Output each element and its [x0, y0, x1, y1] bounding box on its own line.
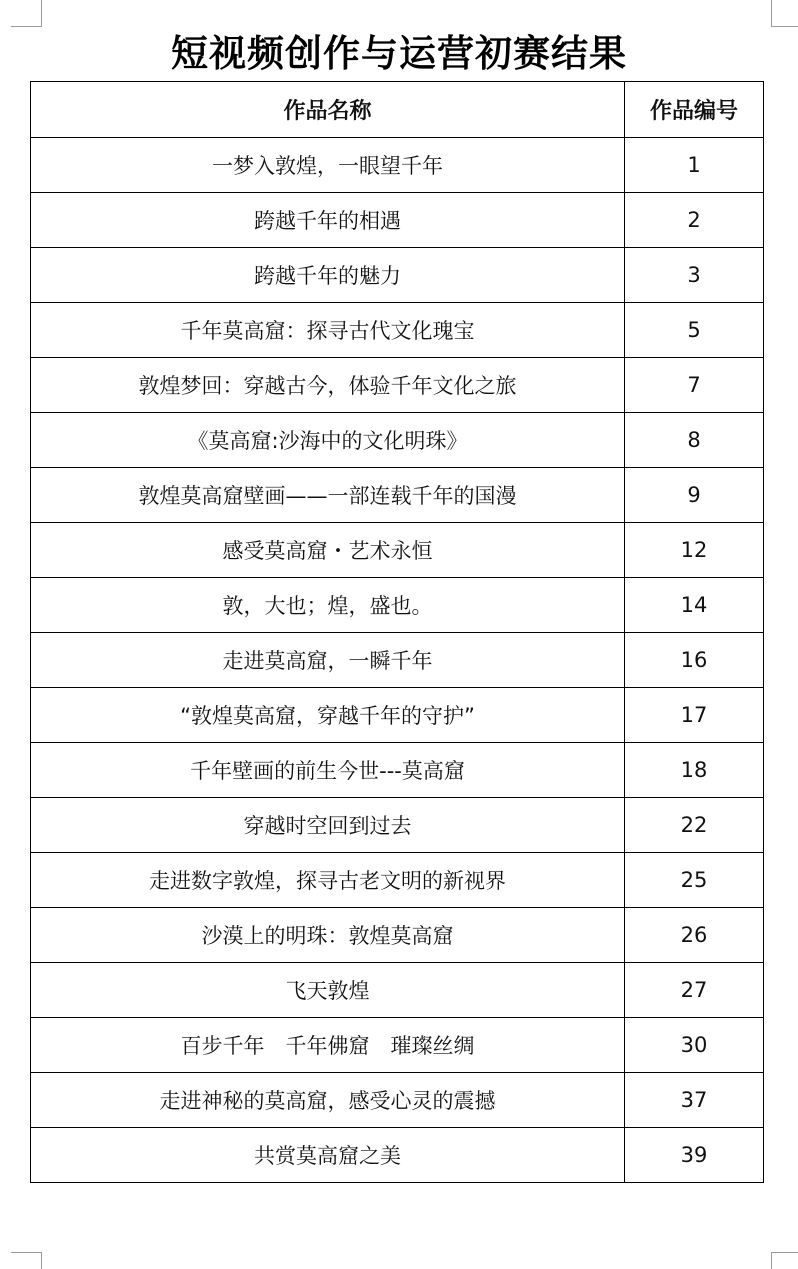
table-row	[31, 798, 764, 853]
work-name-cell: 共赏莫高窟之美	[31, 1128, 625, 1183]
work-number-cell: 2	[625, 193, 764, 248]
page-title: 短视频创作与运营初赛结果	[171, 31, 627, 75]
header-work-name: 作品名称	[31, 82, 625, 138]
table-row	[31, 908, 764, 963]
table-row	[31, 578, 764, 633]
work-number-cell: 9	[625, 468, 764, 523]
work-number-cell: 3	[625, 248, 764, 303]
table-row	[31, 853, 764, 908]
work-name-cell: 穿越时空回到过去	[31, 798, 625, 853]
work-name-cell: 走进莫高窟，一瞬千年	[31, 633, 625, 688]
work-number-cell: 7	[625, 358, 764, 413]
work-number-cell: 26	[625, 908, 764, 963]
work-number-cell: 22	[625, 798, 764, 853]
work-name-cell: 感受莫高窟・艺术永恒	[31, 523, 625, 578]
work-number-cell: 25	[625, 853, 764, 908]
table-row	[31, 248, 764, 303]
table-row	[31, 413, 764, 468]
crop-mark-top-right	[771, 0, 798, 27]
table-row	[31, 523, 764, 578]
work-name-cell: 一梦入敦煌，一眼望千年	[31, 138, 625, 193]
work-name-cell: 走进神秘的莫高窟，感受心灵的震撼	[31, 1073, 625, 1128]
table-row	[31, 743, 764, 798]
work-number-cell: 30	[625, 1018, 764, 1073]
work-name-cell: “敦煌莫高窟，穿越千年的守护”	[31, 688, 625, 743]
table-row	[31, 1128, 764, 1183]
table-header-row	[31, 82, 764, 138]
results-table	[30, 81, 764, 1183]
table-row	[31, 1073, 764, 1128]
work-name-cell: 敦煌莫高窟壁画——一部连载千年的国漫	[31, 468, 625, 523]
work-number-cell: 16	[625, 633, 764, 688]
work-name-cell: 敦，大也；煌，盛也。	[31, 578, 625, 633]
work-name-cell: 飞天敦煌	[31, 963, 625, 1018]
work-number-cell: 8	[625, 413, 764, 468]
work-number-cell: 12	[625, 523, 764, 578]
table-row	[31, 468, 764, 523]
table-row	[31, 303, 764, 358]
crop-mark-top-left	[11, 0, 42, 27]
work-name-cell: 沙漠上的明珠：敦煌莫高窟	[31, 908, 625, 963]
work-number-cell: 39	[625, 1128, 764, 1183]
table-row	[31, 1018, 764, 1073]
work-name-cell: 跨越千年的相遇	[31, 193, 625, 248]
work-number-cell: 17	[625, 688, 764, 743]
header-work-number: 作品编号	[625, 82, 764, 138]
work-name-cell: 敦煌梦回：穿越古今，体验千年文化之旅	[31, 358, 625, 413]
crop-mark-bottom-right	[771, 1252, 798, 1269]
work-number-cell: 5	[625, 303, 764, 358]
work-number-cell: 37	[625, 1073, 764, 1128]
work-number-cell: 18	[625, 743, 764, 798]
table-row	[31, 193, 764, 248]
work-name-cell: 走进数字敦煌，探寻古老文明的新视界	[31, 853, 625, 908]
work-name-cell: 百步千年 千年佛窟 璀璨丝绸	[31, 1018, 625, 1073]
work-name-cell: 《莫高窟:沙海中的文化明珠》	[31, 413, 625, 468]
table-row	[31, 688, 764, 743]
table-row	[31, 633, 764, 688]
table-row	[31, 963, 764, 1018]
work-number-cell: 27	[625, 963, 764, 1018]
work-number-cell: 14	[625, 578, 764, 633]
crop-mark-bottom-left	[11, 1252, 42, 1269]
work-name-cell: 跨越千年的魅力	[31, 248, 625, 303]
work-name-cell: 千年壁画的前生今世---莫高窟	[31, 743, 625, 798]
work-name-cell: 千年莫高窟：探寻古代文化瑰宝	[31, 303, 625, 358]
table-row	[31, 358, 764, 413]
table-row	[31, 138, 764, 193]
work-number-cell: 1	[625, 138, 764, 193]
